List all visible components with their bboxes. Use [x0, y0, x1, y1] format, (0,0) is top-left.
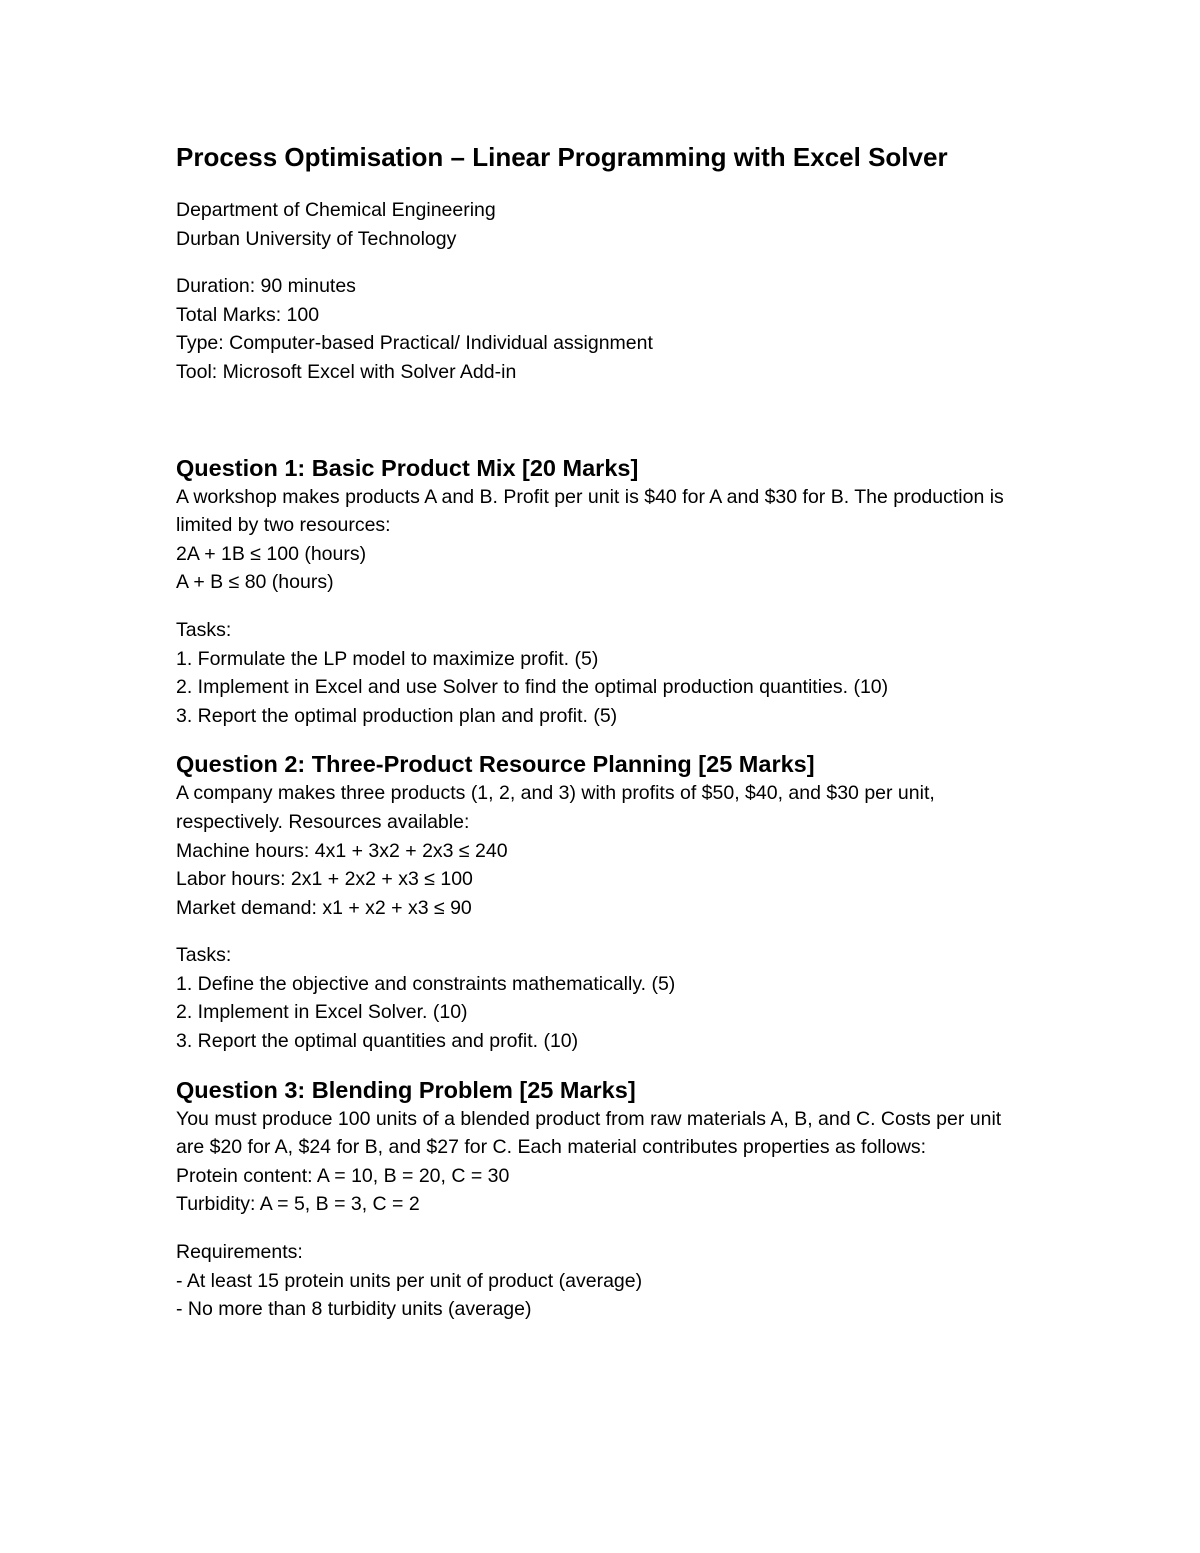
requirement-item: - At least 15 protein units per unit of product (average) [176, 1269, 643, 1292]
requirements-label: Requirements: [176, 1241, 303, 1264]
question-2-description: A company makes three products (1, 2, and 3) with profits of $50, $40, and $30 per unit, respectively. Resources available: [176, 782, 935, 833]
question-3-heading: Question 3: Blending Problem [25 Marks] [176, 1076, 636, 1103]
question-1 [176, 453, 1076, 731]
task-item: 1. Define the objective and constraints mathematically. (5) [176, 972, 676, 995]
question-2-heading: Question 2: Three-Product Resource Planning [25 Marks] [176, 751, 815, 778]
task-item: 2. Implement in Excel Solver. (10) [176, 1001, 468, 1024]
property-line: Protein content: A = 10, B = 20, C = 30 [176, 1164, 510, 1187]
requirement-item: - No more than 8 turbidity units (average) [176, 1298, 532, 1321]
department-line: Department of Chemical Engineering [176, 199, 496, 221]
tasks-label: Tasks: [176, 618, 232, 641]
question-1-description: A workshop makes products A and B. Profit per unit is $40 for A and $30 for B. The production is limited by two resources: [176, 485, 1004, 537]
total-marks-line: Total Marks: 100 [176, 303, 320, 326]
type-line: Type: Computer-based Practical/ Individual assignment [176, 332, 653, 355]
tasks-label: Tasks: [176, 944, 232, 967]
question-3-description: You must produce 100 units of a blended product from raw materials A, B, and C. Costs per unit are $20 for A, $24 for B, and $27 for C. Each material contributes properties as follows: [176, 1107, 1002, 1159]
document-body [176, 138, 1076, 1324]
question-3 [176, 1075, 1076, 1324]
question-2 [176, 749, 1076, 1055]
university-line: Durban University of Technology [176, 227, 457, 250]
document-title: Process Optimisation – Linear Programming with Excel Solver [176, 142, 948, 172]
task-item: 2. Implement in Excel and use Solver to find the optimal production quantities. (10) [176, 676, 889, 699]
task-item: 1. Formulate the LP model to maximize profit. (5) [176, 647, 599, 670]
constraint-line: 2A + 1B ≤ 100 (hours) [176, 542, 367, 565]
task-item: 3. Report the optimal production plan and profit. (5) [176, 704, 618, 727]
task-item: 3. Report the optimal quantities and profit. (10) [176, 1030, 579, 1053]
constraint-line: A + B ≤ 80 (hours) [176, 571, 334, 594]
duration-line: Duration: 90 minutes [176, 275, 356, 298]
constraint-line: Machine hours: 4x1 + 3x2 + 2x3 ≤ 240 [176, 839, 508, 862]
question-1-heading: Question 1: Basic Product Mix [20 Marks] [176, 454, 639, 481]
property-line: Turbidity: A = 5, B = 3, C = 2 [176, 1193, 420, 1216]
tool-line: Tool: Microsoft Excel with Solver Add-in [176, 360, 517, 383]
constraint-line: Market demand: x1 + x2 + x3 ≤ 90 [176, 896, 472, 919]
constraint-line: Labor hours: 2x1 + 2x2 + x3 ≤ 100 [176, 868, 473, 891]
